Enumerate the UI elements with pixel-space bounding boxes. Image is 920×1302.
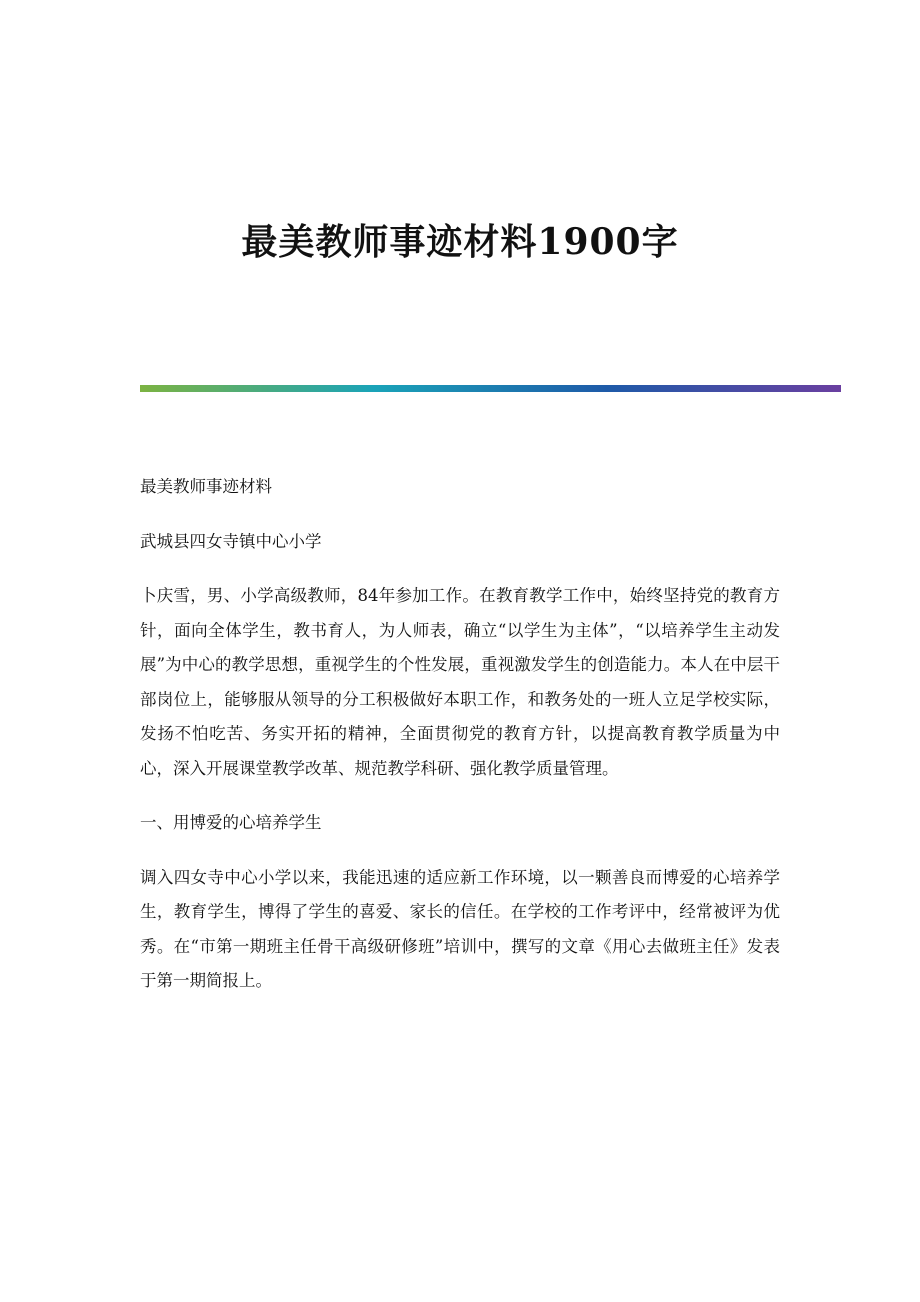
paragraph-school: 武城县四女寺镇中心小学 (140, 531, 322, 551)
paragraph-heading: 最美教师事迹材料 (140, 477, 272, 496)
document-title: 最美教师事迹材料1900字 (241, 221, 679, 263)
section-heading: 一、用博爱的心培养学生 (140, 813, 322, 832)
paragraph-intro: 卜庆雪，男、小学高级教师，84年参加工作。在教育教学工作中，始终坚持党的教育方针，面向全体学生，教书育人，为人师表，确立“以学生为主体”，“以培养学生主动发展”为中心的教学思想，重视学生的个性发展，重视激发学生的创造能力。本人在中层干部岗位上，能够服从领导的分工积极做好本职工作，和教务处的一班人立足学校实际，发扬不怕吃苦、务实开拓的精神，全面贯彻党的教育方针，以提高教育教学质量为中心，深入开展课堂教学改革、规范教学科研、强化教学质量管理。 (140, 586, 780, 778)
paragraph-section-1: 调入四女寺中心小学以来，我能迅速的适应新工作环境，以一颗善良而博爱的心培养学生，教育学生，博得了学生的喜爱、家长的信任。在学校的工作考评中，经常被评为优秀。在“市第一期班主任骨干高级研修班”培训中，撰写的文章《用心去做班主任》发表于第一期简报上。 (140, 867, 780, 990)
gradient-divider (140, 385, 841, 392)
document-body (140, 470, 780, 1019)
